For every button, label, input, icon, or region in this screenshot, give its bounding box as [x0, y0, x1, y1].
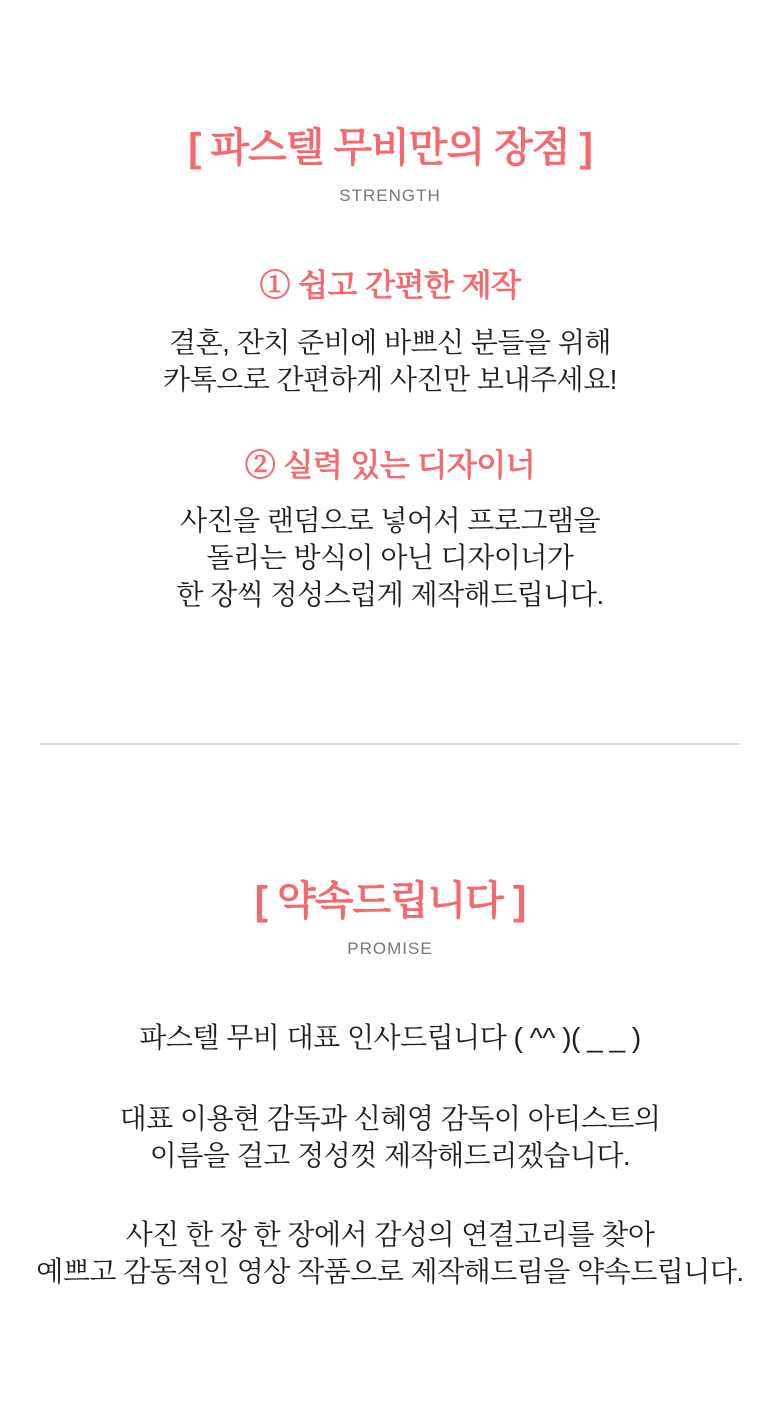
strength-item-2-line-2: 돌리는 방식이 아닌 디자이너가	[206, 542, 574, 573]
strength-section-title: [ 파스텔 무비만의 장점 ]	[188, 126, 592, 170]
promise-section	[0, 879, 780, 1290]
strength-item-1-body	[0, 324, 780, 398]
strength-item-2-line-3: 한 장씩 정성스럽게 제작해드립니다.	[176, 579, 604, 610]
promise-paragraph-1	[0, 1019, 780, 1056]
promise-paragraph-3-line-1: 사진 한 장 한 장에서 감성의 연결고리를 찾아	[125, 1219, 655, 1250]
promise-section-subtitle: PROMISE	[347, 939, 433, 958]
strength-item-2-heading: ② 실력 있는 디자이너	[244, 448, 536, 483]
promise-section-title: [ 약속드립니다 ]	[254, 879, 526, 923]
strength-item-1-heading: ① 쉽고 간편한 제작	[259, 268, 521, 303]
strength-item-1-line-2: 카톡으로 간편하게 사진만 보내주세요!	[163, 364, 617, 395]
promise-paragraph-2	[0, 1100, 780, 1174]
promise-paragraph-3	[0, 1216, 780, 1290]
strength-item-2-body	[0, 502, 780, 613]
strength-section	[0, 126, 780, 613]
promise-paragraph-1-line-1: 파스텔 무비 대표 인사드립니다 ( ^^ )( _ _ )	[139, 1022, 641, 1053]
section-divider	[40, 743, 740, 745]
promise-paragraph-2-line-2: 이름을 걸고 정성껏 제작해드리겠습니다.	[149, 1140, 631, 1171]
promise-paragraph-2-line-1: 대표 이용현 감독과 신혜영 감독이 아티스트의	[119, 1103, 661, 1134]
promise-paragraph-3-line-2: 예쁘고 감동적인 영상 작품으로 제작해드림을 약속드립니다.	[36, 1256, 744, 1287]
strength-item-2-line-1: 사진을 랜덤으로 넣어서 프로그램을	[179, 505, 601, 536]
strength-item-1-line-1: 결혼, 잔치 준비에 바쁘신 분들을 위해	[169, 327, 611, 358]
strength-section-subtitle: STRENGTH	[339, 186, 441, 205]
